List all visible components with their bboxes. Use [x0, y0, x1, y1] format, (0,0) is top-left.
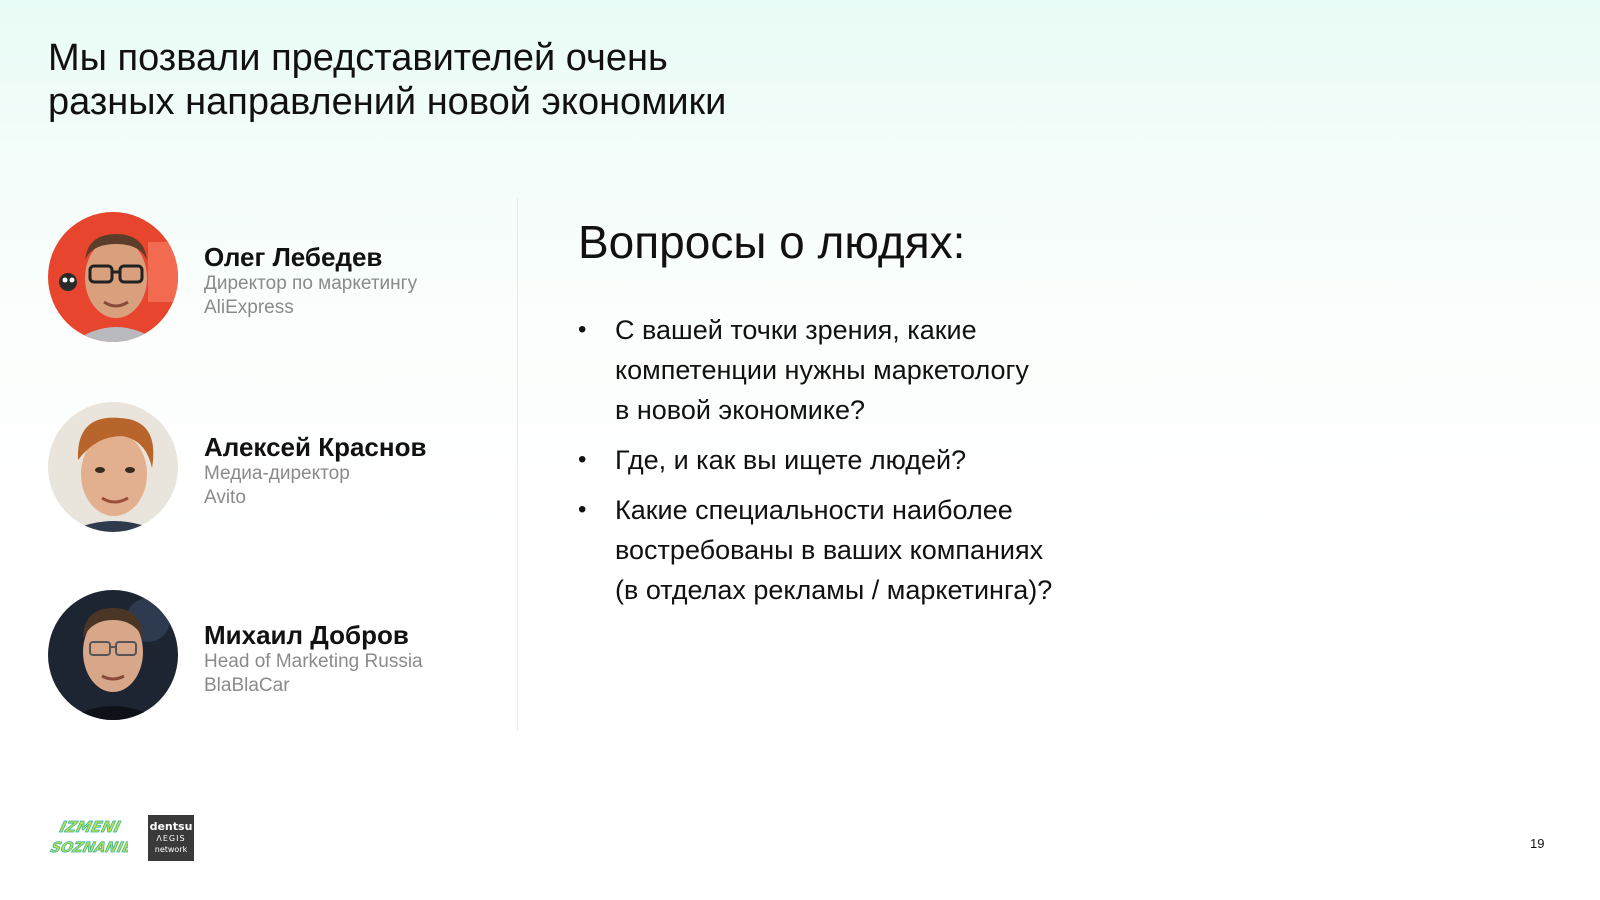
question-list — [578, 310, 1138, 620]
person-name: Алексей Краснов — [204, 432, 427, 462]
person-company: Avito — [204, 487, 246, 508]
person-role: Head of Marketing Russia — [204, 651, 423, 672]
dentsu-line-2: ΛEGIS — [156, 834, 186, 843]
avatar — [48, 590, 178, 720]
question-line: в новой экономике? — [615, 395, 866, 425]
question-line: востребованы в ваших компаниях — [615, 535, 1044, 565]
bullet-icon: • — [578, 446, 587, 473]
person-role: Медиа-директор — [204, 463, 350, 484]
question-item — [578, 310, 1138, 430]
slide-title-line-1: Мы позвали представителей очень — [48, 37, 668, 79]
person-card-1 — [48, 212, 488, 342]
person-card-3 — [48, 590, 488, 720]
question-line: Где, и как вы ищете людей? — [615, 445, 967, 475]
person-name: Олег Лебедев — [204, 242, 383, 272]
person-company: AliExpress — [204, 297, 294, 318]
avatar — [48, 212, 178, 342]
person-company: BlaBlaCar — [204, 675, 290, 696]
person-name: Михаил Добров — [204, 620, 409, 650]
question-item — [578, 440, 1138, 480]
person-info — [204, 242, 417, 320]
vertical-divider — [517, 198, 518, 730]
dentsu-line-1: dentsu — [149, 820, 193, 833]
izmeni-line-2: SOZNANIE — [49, 840, 128, 856]
person-role: Директор по маркетингу — [204, 273, 418, 294]
bullet-icon: • — [578, 316, 587, 343]
dentsu-line-3: network — [154, 845, 188, 854]
questions-heading: Вопросы о людях: — [578, 216, 966, 268]
dentsu-aegis-logo — [148, 815, 194, 861]
avatar — [48, 402, 178, 532]
page-number: 19 — [1530, 836, 1545, 851]
slide-title-line-2: разных направлений новой экономики — [48, 81, 727, 123]
question-line: С вашей точки зрения, какие — [615, 315, 977, 345]
izmeni-line-1: IZMENI — [58, 818, 123, 836]
izmeni-soznanie-logo — [46, 812, 128, 862]
person-info — [204, 432, 426, 510]
bullet-icon: • — [578, 496, 587, 523]
person-info — [204, 620, 423, 698]
slide-title — [48, 36, 808, 124]
question-line: компетенции нужны маркетологу — [615, 355, 1029, 385]
question-line: Какие специальности наиболее — [615, 495, 1013, 525]
person-card-2 — [48, 402, 488, 532]
question-item — [578, 490, 1138, 610]
question-line: (в отделах рекламы / маркетинга)? — [615, 575, 1053, 605]
